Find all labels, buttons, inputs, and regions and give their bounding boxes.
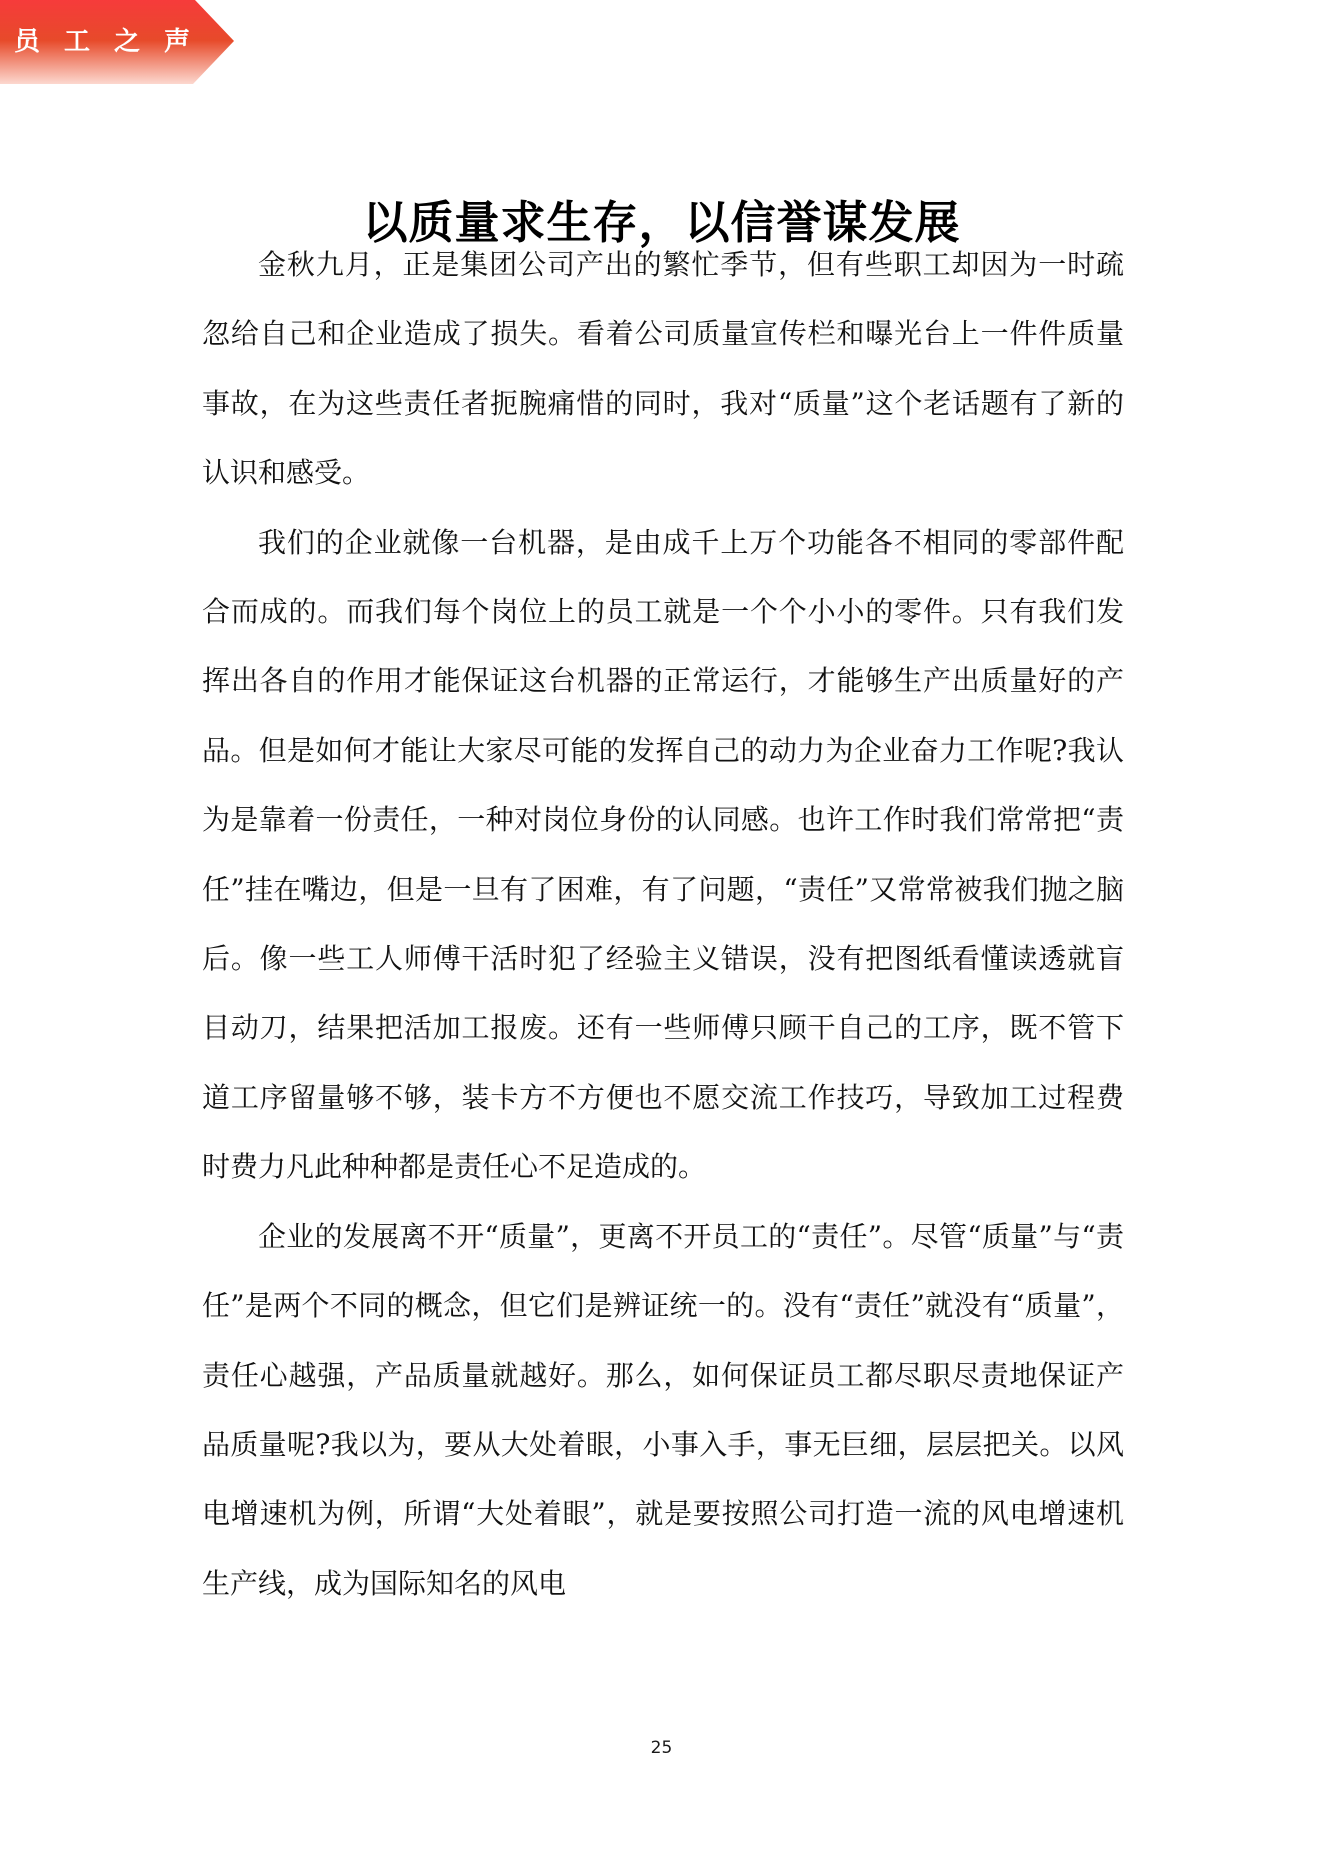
paragraph-1: 金秋九月，正是集团公司产出的繁忙季节，但有些职工却因为一时疏忽给自己和企业造成了损失。看着公司质量宣传栏和曝光台上一件件质量事故，在为这些责任者扼腕痛惜的同时，我对“质量”这个老话题有了新的认识和感受。 (202, 248, 1124, 490)
section-label: 员工之声 (14, 27, 215, 57)
paragraph-2: 我们的企业就像一台机器，是由成千上万个功能各不相同的零部件配合而成的。而我们每个岗位上的员工就是一个个小小的零件。只有我们发挥出各自的作用才能保证这台机器的正常运行，才能够生产出质量好的产品。但是如何才能让大家尽可能的发挥自己的动力为企业奋力工作呢?我认为是靠着一份责任，一种对岗位身份的认同感。也许工作时我们常常把“责任”挂在嘴边，但是一旦有了困难，有了问题，“责任”又常常被我们抛之脑后。像一些工人师傅干活时犯了经验主义错误，没有把图纸看懂读透就盲目动刀，结果把活加工报废。还有一些师傅只顾干自己的工序，既不管下道工序留量够不够，装卡方不方便也不愿交流工作技巧，导致加工过程费时费力凡此种种都是责任心不足造成的。 (202, 525, 1124, 1184)
page-number: 25 (650, 1738, 673, 1758)
article-title: 以质量求生存，以信誉谋发展 (362, 196, 961, 250)
section-banner (0, 0, 236, 84)
article-body (202, 230, 1124, 1618)
paragraph-3: 企业的发展离不开“质量”，更离不开员工的“责任”。尽管“质量”与“责任”是两个不同的概念，但它们是辨证统一的。没有“责任”就没有“质量”，责任心越强，产品质量就越好。那么，如何保证员工都尽职尽责地保证产品质量呢?我以为，要从大处着眼，小事入手，事无巨细，层层把关。以风电增速机为例，所谓“大处着眼”，就是要按照公司打造一流的风电增速机生产线，成为国际知名的风电 (202, 1219, 1124, 1600)
